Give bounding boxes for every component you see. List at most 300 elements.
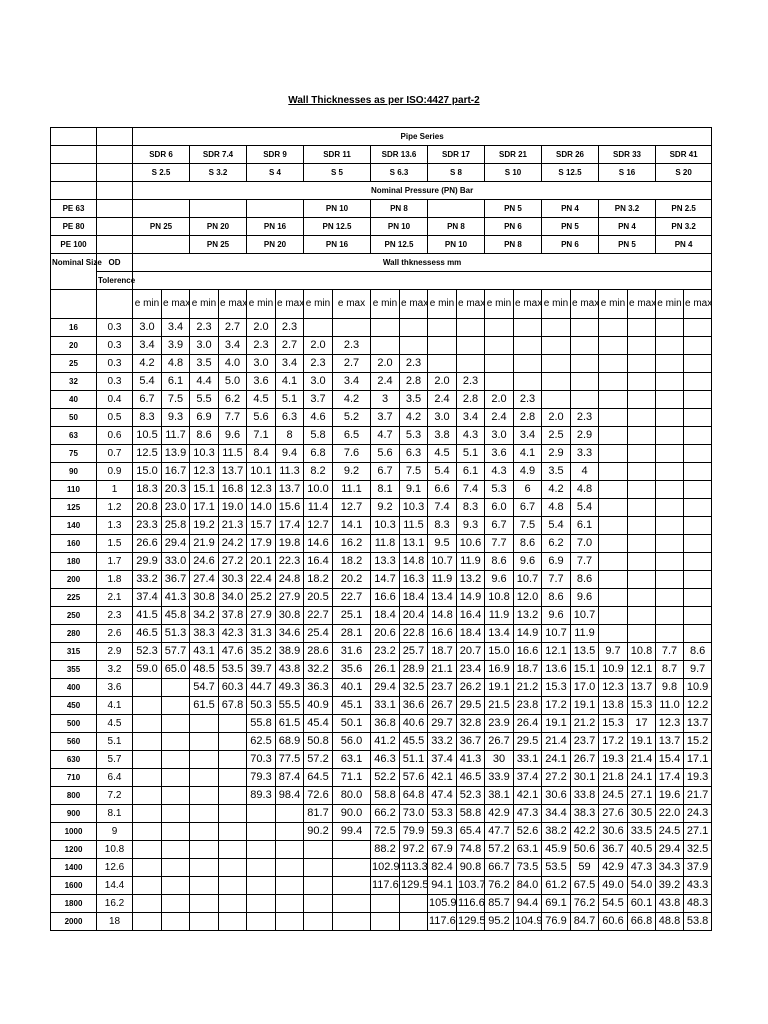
- wall-value-cell: 6.9: [190, 409, 219, 427]
- wall-value-cell: [628, 373, 656, 391]
- wall-value-cell: 2.7: [333, 355, 371, 373]
- wall-value-cell: [219, 877, 247, 895]
- wall-value-cell: 53.5: [542, 859, 571, 877]
- wall-value-cell: 94.1: [428, 877, 457, 895]
- wall-value-cell: [656, 373, 684, 391]
- wall-value-cell: [514, 319, 542, 337]
- emin-header: e min: [190, 290, 219, 319]
- wall-value-cell: 11.9: [485, 607, 514, 625]
- wall-value-cell: 5.6: [371, 445, 400, 463]
- nominal-size-cell: 160: [51, 535, 97, 553]
- wall-value-cell: 38.3: [571, 805, 599, 823]
- blank-cell: [97, 164, 133, 182]
- wall-value-cell: 38.1: [485, 787, 514, 805]
- sdr-header: SDR 17: [428, 146, 485, 164]
- wall-value-cell: [628, 571, 656, 589]
- wall-value-cell: 21.8: [599, 769, 628, 787]
- wall-value-cell: [247, 877, 276, 895]
- wall-value-cell: 54.5: [599, 895, 628, 913]
- nominal-size-cell: 1200: [51, 841, 97, 859]
- s-series-header: S 2.5: [133, 164, 190, 182]
- wall-value-cell: [219, 787, 247, 805]
- blank-cell: [97, 200, 133, 218]
- wall-value-cell: 17.4: [656, 769, 684, 787]
- wall-value-cell: 23.4: [457, 661, 485, 679]
- wall-value-cell: 33.5: [628, 823, 656, 841]
- wall-value-cell: 97.2: [400, 841, 428, 859]
- wall-value-cell: 66.8: [628, 913, 656, 931]
- s-series-header: S 20: [656, 164, 712, 182]
- wall-value-cell: [247, 859, 276, 877]
- wall-value-cell: 26.7: [485, 733, 514, 751]
- emax-header: e max: [162, 290, 190, 319]
- wall-value-cell: 52.6: [514, 823, 542, 841]
- wall-value-cell: 117.6: [428, 913, 457, 931]
- wall-value-cell: 44.7: [247, 679, 276, 697]
- wall-value-cell: 9.8: [656, 679, 684, 697]
- wall-value-cell: 5.3: [400, 427, 428, 445]
- wall-value-cell: 11.3: [276, 463, 304, 481]
- tolerance-cell: 0.3: [97, 355, 133, 373]
- wall-value-cell: 67.5: [571, 877, 599, 895]
- wall-value-cell: 45.8: [162, 607, 190, 625]
- wall-value-cell: 2.3: [400, 355, 428, 373]
- pn-cell: PN 8: [485, 236, 542, 254]
- wall-value-cell: [162, 895, 190, 913]
- wall-value-cell: 2.8: [514, 409, 542, 427]
- wall-value-cell: 33.0: [162, 553, 190, 571]
- pn-cell: PN 3.2: [656, 218, 712, 236]
- nominal-pressure-row: [51, 182, 712, 200]
- wall-value-cell: 48.3: [684, 895, 712, 913]
- wall-value-cell: [247, 913, 276, 931]
- wall-value-cell: 24.5: [656, 823, 684, 841]
- wall-value-cell: 15.3: [628, 697, 656, 715]
- wall-value-cell: 9.7: [684, 661, 712, 679]
- wall-value-cell: 3.7: [371, 409, 400, 427]
- wall-value-cell: 17.2: [542, 697, 571, 715]
- blank-cell: [51, 182, 97, 200]
- wall-value-cell: 11.4: [304, 499, 333, 517]
- wall-value-cell: [571, 337, 599, 355]
- wall-value-cell: [162, 913, 190, 931]
- wall-value-cell: 29.4: [371, 679, 400, 697]
- wall-value-cell: 16.3: [400, 571, 428, 589]
- wall-value-cell: 5.1: [276, 391, 304, 409]
- wall-value-cell: 2.3: [333, 337, 371, 355]
- wall-value-cell: [514, 355, 542, 373]
- wall-value-cell: 6.8: [304, 445, 333, 463]
- wall-value-cell: 8: [276, 427, 304, 445]
- wall-value-cell: [656, 319, 684, 337]
- wall-value-cell: 17.1: [684, 751, 712, 769]
- wall-value-cell: 6.3: [276, 409, 304, 427]
- pn-cell: PN 6: [485, 218, 542, 236]
- wall-value-cell: [428, 337, 457, 355]
- wall-value-cell: 33.1: [514, 751, 542, 769]
- wall-value-cell: 42.3: [219, 625, 247, 643]
- document-title: Wall Thicknesses as per ISO:4427 part-2: [288, 95, 480, 106]
- wall-value-cell: 13.2: [514, 607, 542, 625]
- table-row: [51, 661, 712, 679]
- wall-value-cell: [304, 859, 333, 877]
- wall-value-cell: 7.5: [162, 391, 190, 409]
- table-row: [51, 625, 712, 643]
- wall-value-cell: 53.3: [428, 805, 457, 823]
- wall-value-cell: 6.7: [485, 517, 514, 535]
- wall-value-cell: 10.3: [190, 445, 219, 463]
- wall-value-cell: 19.3: [599, 751, 628, 769]
- s-series-header: S 8: [428, 164, 485, 182]
- wall-value-cell: 73.0: [400, 805, 428, 823]
- wall-value-cell: [684, 445, 712, 463]
- wall-value-cell: [162, 733, 190, 751]
- wall-value-cell: 2.0: [485, 391, 514, 409]
- emin-header: e min: [485, 290, 514, 319]
- wall-value-cell: [628, 607, 656, 625]
- wall-value-cell: [304, 319, 333, 337]
- tolerance-cell: 18: [97, 913, 133, 931]
- wall-value-cell: 32.5: [400, 679, 428, 697]
- table-row: [51, 499, 712, 517]
- wall-value-cell: 3.7: [304, 391, 333, 409]
- wall-value-cell: [133, 715, 162, 733]
- wall-value-cell: [628, 481, 656, 499]
- wall-value-cell: 12.3: [247, 481, 276, 499]
- wall-value-cell: 16.2: [333, 535, 371, 553]
- wall-value-cell: 17: [628, 715, 656, 733]
- wall-value-cell: 10.6: [457, 535, 485, 553]
- nominal-size-cell: 900: [51, 805, 97, 823]
- pe-row: [51, 200, 712, 218]
- wall-value-cell: 103.7: [457, 877, 485, 895]
- wall-value-cell: 26.1: [371, 661, 400, 679]
- wall-value-cell: 37.4: [133, 589, 162, 607]
- wall-value-cell: 5.4: [133, 373, 162, 391]
- wall-value-cell: 15.3: [599, 715, 628, 733]
- wall-value-cell: 20.1: [247, 553, 276, 571]
- wall-value-cell: 5.5: [190, 391, 219, 409]
- wall-value-cell: 63.1: [333, 751, 371, 769]
- wall-value-cell: 52.3: [457, 787, 485, 805]
- emax-header: e max: [684, 290, 712, 319]
- nominal-size-cell: 1600: [51, 877, 97, 895]
- wall-value-cell: 94.4: [514, 895, 542, 913]
- wall-value-cell: 15.4: [656, 751, 684, 769]
- wall-value-cell: 29.9: [133, 553, 162, 571]
- wall-value-cell: 43.1: [190, 643, 219, 661]
- emin-emax-row: [51, 290, 712, 319]
- wall-value-cell: [133, 805, 162, 823]
- wall-value-cell: [684, 535, 712, 553]
- wall-value-cell: 43.8: [276, 661, 304, 679]
- wall-value-cell: 30: [485, 751, 514, 769]
- wall-value-cell: 104.9: [514, 913, 542, 931]
- wall-value-cell: 105.9: [428, 895, 457, 913]
- wall-value-cell: 6.7: [514, 499, 542, 517]
- wall-value-cell: 18.2: [304, 571, 333, 589]
- table-row: [51, 787, 712, 805]
- wall-value-cell: 57.2: [485, 841, 514, 859]
- wall-value-cell: 6.7: [371, 463, 400, 481]
- wall-value-cell: 76.2: [485, 877, 514, 895]
- tolerance-cell: 3.2: [97, 661, 133, 679]
- wall-value-cell: 14.8: [400, 553, 428, 571]
- wall-value-cell: 3.0: [485, 427, 514, 445]
- wall-value-cell: 7.4: [428, 499, 457, 517]
- wall-value-cell: 51.1: [400, 751, 428, 769]
- wall-value-cell: [219, 841, 247, 859]
- wall-value-cell: 7.7: [542, 571, 571, 589]
- table-row: [51, 643, 712, 661]
- wall-value-cell: 10.7: [542, 625, 571, 643]
- pe-row: [51, 236, 712, 254]
- tolerance-cell: 0.3: [97, 319, 133, 337]
- tolerance-cell: 1.5: [97, 535, 133, 553]
- table-row: [51, 805, 712, 823]
- pn-cell: [428, 200, 485, 218]
- wall-value-cell: [304, 913, 333, 931]
- wall-value-cell: 22.7: [304, 607, 333, 625]
- wall-value-cell: 90.0: [333, 805, 371, 823]
- wall-value-cell: 4.5: [247, 391, 276, 409]
- wall-value-cell: 12.3: [599, 679, 628, 697]
- wall-value-cell: 27.9: [247, 607, 276, 625]
- wall-value-cell: [656, 517, 684, 535]
- wall-value-cell: 2.3: [190, 319, 219, 337]
- wall-value-cell: 63.1: [514, 841, 542, 859]
- wall-value-cell: 2.7: [276, 337, 304, 355]
- wall-value-cell: 30.8: [276, 607, 304, 625]
- wall-value-cell: [599, 481, 628, 499]
- table-row: [51, 535, 712, 553]
- wall-value-cell: [247, 823, 276, 841]
- pn-cell: PN 5: [542, 218, 599, 236]
- pipe-series-header: Pipe Series: [133, 128, 712, 146]
- wall-value-cell: [599, 445, 628, 463]
- wall-value-cell: 2.8: [457, 391, 485, 409]
- wall-value-cell: 9.6: [542, 607, 571, 625]
- pn-cell: [190, 200, 247, 218]
- wall-value-cell: 26.7: [428, 697, 457, 715]
- wall-value-cell: [628, 445, 656, 463]
- wall-value-cell: 12.3: [190, 463, 219, 481]
- emax-header: e max: [457, 290, 485, 319]
- wall-value-cell: [219, 895, 247, 913]
- wall-value-cell: 18.3: [133, 481, 162, 499]
- wall-value-cell: 7.5: [514, 517, 542, 535]
- wall-value-cell: 57.6: [400, 769, 428, 787]
- wall-value-cell: 20.3: [162, 481, 190, 499]
- wall-value-cell: 6: [514, 481, 542, 499]
- wall-value-cell: 17.0: [571, 679, 599, 697]
- wall-value-cell: 36.7: [162, 571, 190, 589]
- wall-value-cell: 72.5: [371, 823, 400, 841]
- wall-value-cell: 85.7: [485, 895, 514, 913]
- wall-value-cell: 47.4: [428, 787, 457, 805]
- table-row: [51, 391, 712, 409]
- wall-value-cell: [162, 877, 190, 895]
- wall-value-cell: 9.3: [162, 409, 190, 427]
- wall-value-cell: 6.7: [133, 391, 162, 409]
- blank-cell: [97, 218, 133, 236]
- tolerance-cell: 1.7: [97, 553, 133, 571]
- wall-value-cell: [656, 589, 684, 607]
- wall-value-cell: 4.7: [371, 427, 400, 445]
- pe-label: PE 63: [51, 200, 97, 218]
- wall-value-cell: 16.6: [428, 625, 457, 643]
- wall-value-cell: 5.6: [247, 409, 276, 427]
- table-row: [51, 895, 712, 913]
- wall-value-cell: 34.0: [219, 589, 247, 607]
- wall-value-cell: 27.2: [542, 769, 571, 787]
- table-row: [51, 481, 712, 499]
- wall-value-cell: 29.7: [428, 715, 457, 733]
- wall-value-cell: 29.5: [457, 697, 485, 715]
- wall-value-cell: 23.3: [133, 517, 162, 535]
- wall-value-cell: 3.5: [400, 391, 428, 409]
- wall-value-cell: 99.4: [333, 823, 371, 841]
- wall-value-cell: 41.2: [371, 733, 400, 751]
- wall-value-cell: 30.3: [219, 571, 247, 589]
- pn-cell: PN 2.5: [656, 200, 712, 218]
- wall-value-cell: 27.2: [219, 553, 247, 571]
- wall-value-cell: [485, 373, 514, 391]
- wall-value-cell: 55.5: [276, 697, 304, 715]
- wall-value-cell: 25.1: [333, 607, 371, 625]
- nominal-size-cell: 1800: [51, 895, 97, 913]
- wall-value-cell: 30.5: [628, 805, 656, 823]
- wall-value-cell: 6.6: [428, 481, 457, 499]
- tolerance-cell: 1.3: [97, 517, 133, 535]
- s-series-header: S 3.2: [190, 164, 247, 182]
- wall-value-cell: 8.2: [304, 463, 333, 481]
- blank-cell: [97, 146, 133, 164]
- wall-value-cell: 46.5: [133, 625, 162, 643]
- wall-value-cell: 41.3: [457, 751, 485, 769]
- wall-value-cell: 60.1: [628, 895, 656, 913]
- tolerance-cell: 4.5: [97, 715, 133, 733]
- emax-header: e max: [571, 290, 599, 319]
- wall-value-cell: [247, 841, 276, 859]
- wall-value-cell: 10.8: [628, 643, 656, 661]
- wall-value-cell: 25.7: [400, 643, 428, 661]
- s-series-header: S 5: [304, 164, 371, 182]
- pe-label: PE 100: [51, 236, 97, 254]
- wall-value-cell: 57.2: [304, 751, 333, 769]
- wall-value-cell: 3.9: [162, 337, 190, 355]
- wall-value-cell: [276, 877, 304, 895]
- wall-value-cell: 10.7: [571, 607, 599, 625]
- wall-value-cell: 77.5: [276, 751, 304, 769]
- wall-value-cell: [219, 715, 247, 733]
- pn-cell: PN 5: [485, 200, 542, 218]
- wall-value-cell: 36.7: [599, 841, 628, 859]
- wall-value-cell: [656, 427, 684, 445]
- nominal-size-cell: 125: [51, 499, 97, 517]
- wall-value-cell: 41.5: [133, 607, 162, 625]
- wall-value-cell: [457, 337, 485, 355]
- pn-cell: PN 6: [542, 236, 599, 254]
- wall-value-cell: [333, 877, 371, 895]
- emin-header: e min: [371, 290, 400, 319]
- wall-value-cell: 3.0: [428, 409, 457, 427]
- wall-value-cell: 40.6: [400, 715, 428, 733]
- table-row: [51, 355, 712, 373]
- wall-value-cell: [684, 409, 712, 427]
- wall-value-cell: [599, 517, 628, 535]
- wall-value-cell: 28.6: [304, 643, 333, 661]
- wall-value-cell: 13.1: [400, 535, 428, 553]
- wall-value-cell: [684, 355, 712, 373]
- wall-value-cell: 4.8: [571, 481, 599, 499]
- table-row: [51, 409, 712, 427]
- wall-value-cell: 8.1: [371, 481, 400, 499]
- wall-value-cell: 3.0: [190, 337, 219, 355]
- wall-value-cell: 8.6: [190, 427, 219, 445]
- wall-value-cell: 16.4: [304, 553, 333, 571]
- wall-value-cell: 21.5: [485, 697, 514, 715]
- wall-value-cell: 64.8: [400, 787, 428, 805]
- wall-value-cell: [276, 805, 304, 823]
- wall-value-cell: 18.7: [514, 661, 542, 679]
- wall-value-cell: 34.3: [656, 859, 684, 877]
- wall-value-cell: 34.2: [190, 607, 219, 625]
- wall-value-cell: 76.2: [571, 895, 599, 913]
- wall-value-cell: 2.3: [457, 373, 485, 391]
- wall-value-cell: [457, 319, 485, 337]
- wall-value-cell: 45.4: [304, 715, 333, 733]
- pn-cell: PN 5: [599, 236, 656, 254]
- pn-cell: PN 10: [371, 218, 428, 236]
- wall-value-cell: 74.8: [457, 841, 485, 859]
- wall-value-cell: 2.8: [400, 373, 428, 391]
- wall-value-cell: 13.2: [457, 571, 485, 589]
- wall-value-cell: 8.3: [428, 517, 457, 535]
- nominal-size-cell: 2000: [51, 913, 97, 931]
- wall-value-cell: 8.3: [457, 499, 485, 517]
- sdr-header: SDR 9: [247, 146, 304, 164]
- nominal-size-cell: 1400: [51, 859, 97, 877]
- wall-value-cell: 34.6: [276, 625, 304, 643]
- wall-value-cell: 21.2: [514, 679, 542, 697]
- wall-value-cell: 18.4: [371, 607, 400, 625]
- wall-value-cell: [599, 571, 628, 589]
- wall-value-cell: [133, 859, 162, 877]
- wall-value-cell: [276, 859, 304, 877]
- tolerance-cell: 1.8: [97, 571, 133, 589]
- table-row: [51, 463, 712, 481]
- pn-cell: PN 25: [133, 218, 190, 236]
- wall-value-cell: 29.5: [514, 733, 542, 751]
- wall-value-cell: 6.1: [571, 517, 599, 535]
- wall-value-cell: [684, 427, 712, 445]
- wall-value-cell: [133, 769, 162, 787]
- wall-value-cell: [571, 391, 599, 409]
- wall-value-cell: 13.3: [371, 553, 400, 571]
- pe-label: PE 80: [51, 218, 97, 236]
- wall-value-cell: 4.2: [400, 409, 428, 427]
- wall-value-cell: 11.5: [400, 517, 428, 535]
- wall-value-cell: 37.9: [684, 859, 712, 877]
- wall-value-cell: 11.7: [162, 427, 190, 445]
- blank-cell: [51, 128, 97, 146]
- wall-value-cell: 5.1: [457, 445, 485, 463]
- wall-value-cell: 98.4: [276, 787, 304, 805]
- wall-value-cell: 5.4: [542, 517, 571, 535]
- blank-cell: [51, 290, 97, 319]
- wall-value-cell: 3.6: [247, 373, 276, 391]
